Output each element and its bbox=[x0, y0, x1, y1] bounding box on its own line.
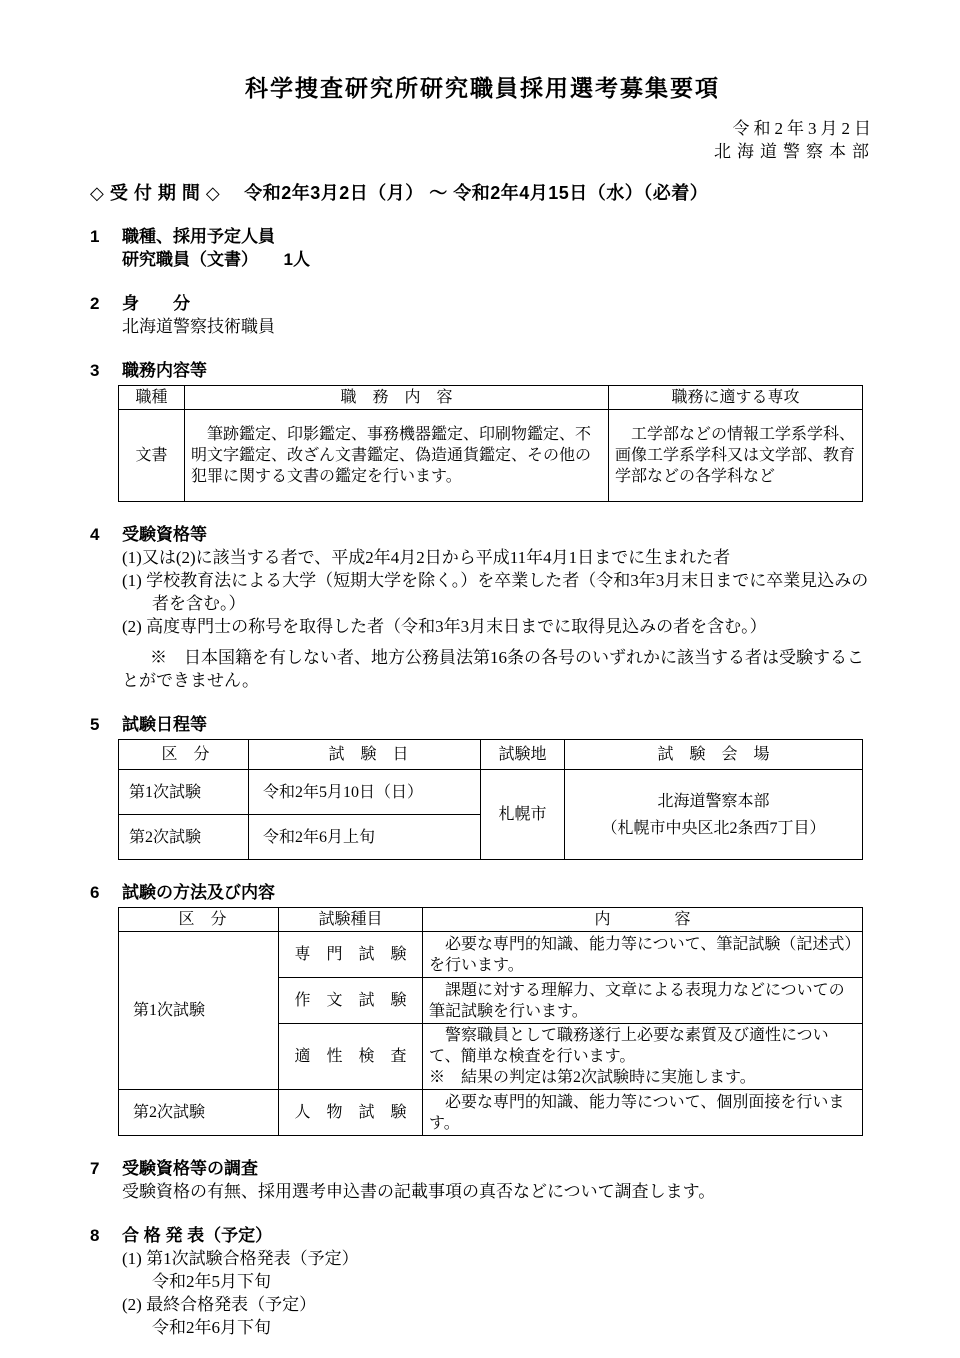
header-division: 区 分 bbox=[119, 740, 249, 770]
section-number: 6 bbox=[90, 883, 100, 902]
eligibility-note: ※ 日本国籍を有しない者、地方公務員法第16条の各号のいずれかに該当する者は受験することができません。 bbox=[122, 648, 864, 690]
aptitude-note: ※ 結果の判定は第2次試験時に実施します。 bbox=[429, 1069, 756, 1086]
item-title: 第1次試験合格発表（予定） bbox=[146, 1249, 359, 1268]
issue-block bbox=[90, 117, 875, 163]
section-number: 8 bbox=[90, 1226, 100, 1245]
header-exam-date: 試 験 日 bbox=[249, 740, 481, 770]
header-exam-location: 試験地 bbox=[481, 740, 565, 770]
section-heading bbox=[90, 225, 875, 248]
cell-duties: 筆跡鑑定、印影鑑定、事務機器鑑定、印刷物鑑定、不明文字鑑定、改ざん文書鑑定、偽造通貨鑑定、その他の犯罪に関する文書の鑑定を行います。 bbox=[185, 410, 609, 502]
section-title: 試験の方法及び内容 bbox=[122, 883, 275, 902]
section-number: 2 bbox=[90, 294, 100, 313]
cell-content-essay: 課題に対する理解力、文章による表現力などについての筆記試験を行います。 bbox=[423, 978, 863, 1024]
document-title: 科学捜査研究所研究職員採用選考募集要項 bbox=[245, 75, 720, 101]
eligibility-intro: (1)又は(2)に該当する者で、平成2年4月2日から平成11年4月1日までに生まれた者 bbox=[122, 548, 731, 567]
section-eligibility-check bbox=[90, 1157, 875, 1203]
venue-address: （札幌市中央区北2条西7丁目） bbox=[601, 819, 826, 837]
section-status bbox=[90, 292, 875, 338]
cell-job-type: 文書 bbox=[119, 410, 185, 502]
section-title: 身 分 bbox=[122, 294, 190, 313]
item-text: 学校教育法による大学（短期大学を除く。）を卒業した者（令和3年3月末日までに卒業見込みの者を含む。） bbox=[146, 571, 869, 613]
section-title: 職務内容等 bbox=[122, 361, 207, 380]
table-row bbox=[119, 770, 863, 815]
item-label: (1) bbox=[122, 571, 142, 590]
table-header-row bbox=[119, 908, 863, 932]
result-date: 令和2年6月下旬 bbox=[152, 1318, 271, 1337]
job-type-value: 研究職員（文書） 1人 bbox=[122, 250, 310, 269]
cell-content-specialized: 必要な専門的知識、能力等について、筆記試験（記述式）を行います。 bbox=[423, 932, 863, 978]
aptitude-content: 警察職員として職務遂行上必要な素質及び適性について、簡単な検査を行います。 bbox=[429, 1027, 829, 1065]
section-title: 職種、採用予定人員 bbox=[122, 227, 275, 246]
result-item bbox=[122, 1247, 875, 1270]
item-label: (2) bbox=[122, 1295, 142, 1314]
section-heading bbox=[90, 1157, 875, 1180]
section-number: 5 bbox=[90, 715, 100, 734]
result-date: 令和2年5月下旬 bbox=[152, 1272, 271, 1291]
section-eligibility bbox=[90, 523, 875, 692]
section-heading bbox=[90, 713, 875, 736]
venue-name: 北海道警察本部 bbox=[657, 792, 770, 810]
section-title: 試験日程等 bbox=[122, 715, 207, 734]
cell-venue bbox=[565, 770, 863, 860]
header-exam-venue: 試 験 会 場 bbox=[565, 740, 863, 770]
header-exam-subject: 試験種目 bbox=[279, 908, 423, 932]
cell-suitable-majors: 工学部などの情報工学系学科、画像工学系学科又は文学部、教育学部などの各学科など bbox=[609, 410, 863, 502]
eligibility-body bbox=[122, 546, 875, 692]
table-header-row bbox=[119, 740, 863, 770]
cell-subject-essay: 作 文 試 験 bbox=[279, 978, 423, 1024]
section-title: 受験資格等 bbox=[122, 525, 207, 544]
eligibility-item bbox=[122, 569, 875, 615]
issue-date: 令和2年3月2日 bbox=[732, 119, 875, 138]
item-label: (2) bbox=[122, 617, 142, 636]
header-content: 内 容 bbox=[423, 908, 863, 932]
item-title: 最終合格発表（予定） bbox=[146, 1295, 317, 1314]
cell-division-second: 第2次試験 bbox=[119, 815, 249, 860]
cell-subject-interview: 人 物 試 験 bbox=[279, 1090, 423, 1136]
cell-content-interview: 必要な専門的知識、能力等について、個別面接を行います。 bbox=[423, 1090, 863, 1136]
cell-subject-specialized: 専 門 試 験 bbox=[279, 932, 423, 978]
table-row bbox=[119, 410, 863, 502]
section-exam-method bbox=[90, 881, 875, 1136]
section-heading bbox=[90, 1224, 875, 1247]
eligibility-check-body: 受験資格の有無、採用選考申込書の記載事項の真否などについて調査します。 bbox=[122, 1182, 716, 1201]
section-heading bbox=[90, 523, 875, 546]
cell-location: 札幌市 bbox=[481, 770, 565, 860]
cell-date-first: 令和2年5月10日（日） bbox=[249, 770, 481, 815]
section-heading bbox=[90, 881, 875, 904]
section-heading bbox=[90, 359, 875, 382]
eligibility-item bbox=[122, 615, 875, 638]
header-duties: 職 務 内 容 bbox=[185, 386, 609, 410]
issuing-organization: 北海道警察本部 bbox=[714, 142, 875, 161]
results-body bbox=[122, 1247, 875, 1339]
section-exam-schedule bbox=[90, 713, 875, 860]
header-division: 区 分 bbox=[119, 908, 279, 932]
section-title: 合 格 発 表（予定） bbox=[122, 1226, 273, 1245]
application-period-line: ◇ 受 付 期 間 ◇ 令和2年3月2日（月） ～ 令和2年4月15日（水）（必着） bbox=[90, 183, 709, 203]
item-label: (1) bbox=[122, 1249, 142, 1268]
section-heading bbox=[90, 292, 875, 315]
table-row bbox=[119, 1090, 863, 1136]
cell-division-first: 第1次試験 bbox=[119, 932, 279, 1090]
cell-subject-aptitude: 適 性 検 査 bbox=[279, 1024, 423, 1090]
section-number: 7 bbox=[90, 1159, 100, 1178]
cell-division-second: 第2次試験 bbox=[119, 1090, 279, 1136]
status-value: 北海道警察技術職員 bbox=[122, 317, 275, 336]
section-results-announcement bbox=[90, 1224, 875, 1339]
section-number: 3 bbox=[90, 361, 100, 380]
header-suitable-majors: 職務に適する専攻 bbox=[609, 386, 863, 410]
header-job-type: 職種 bbox=[119, 386, 185, 410]
cell-date-second: 令和2年6月上旬 bbox=[249, 815, 481, 860]
exam-method-table bbox=[118, 907, 863, 1136]
section-job-type bbox=[90, 225, 875, 271]
job-description-table bbox=[118, 385, 863, 502]
section-job-description bbox=[90, 359, 875, 502]
section-number: 1 bbox=[90, 227, 100, 246]
result-item bbox=[122, 1293, 875, 1316]
table-row bbox=[119, 932, 863, 978]
cell-content-aptitude bbox=[423, 1024, 863, 1090]
table-header-row bbox=[119, 386, 863, 410]
exam-schedule-table bbox=[118, 739, 863, 860]
section-title: 受験資格等の調査 bbox=[122, 1159, 258, 1178]
section-number: 4 bbox=[90, 525, 100, 544]
item-text: 高度専門士の称号を取得した者（令和3年3月末日までに取得見込みの者を含む。） bbox=[146, 617, 767, 636]
cell-division-first: 第1次試験 bbox=[119, 770, 249, 815]
